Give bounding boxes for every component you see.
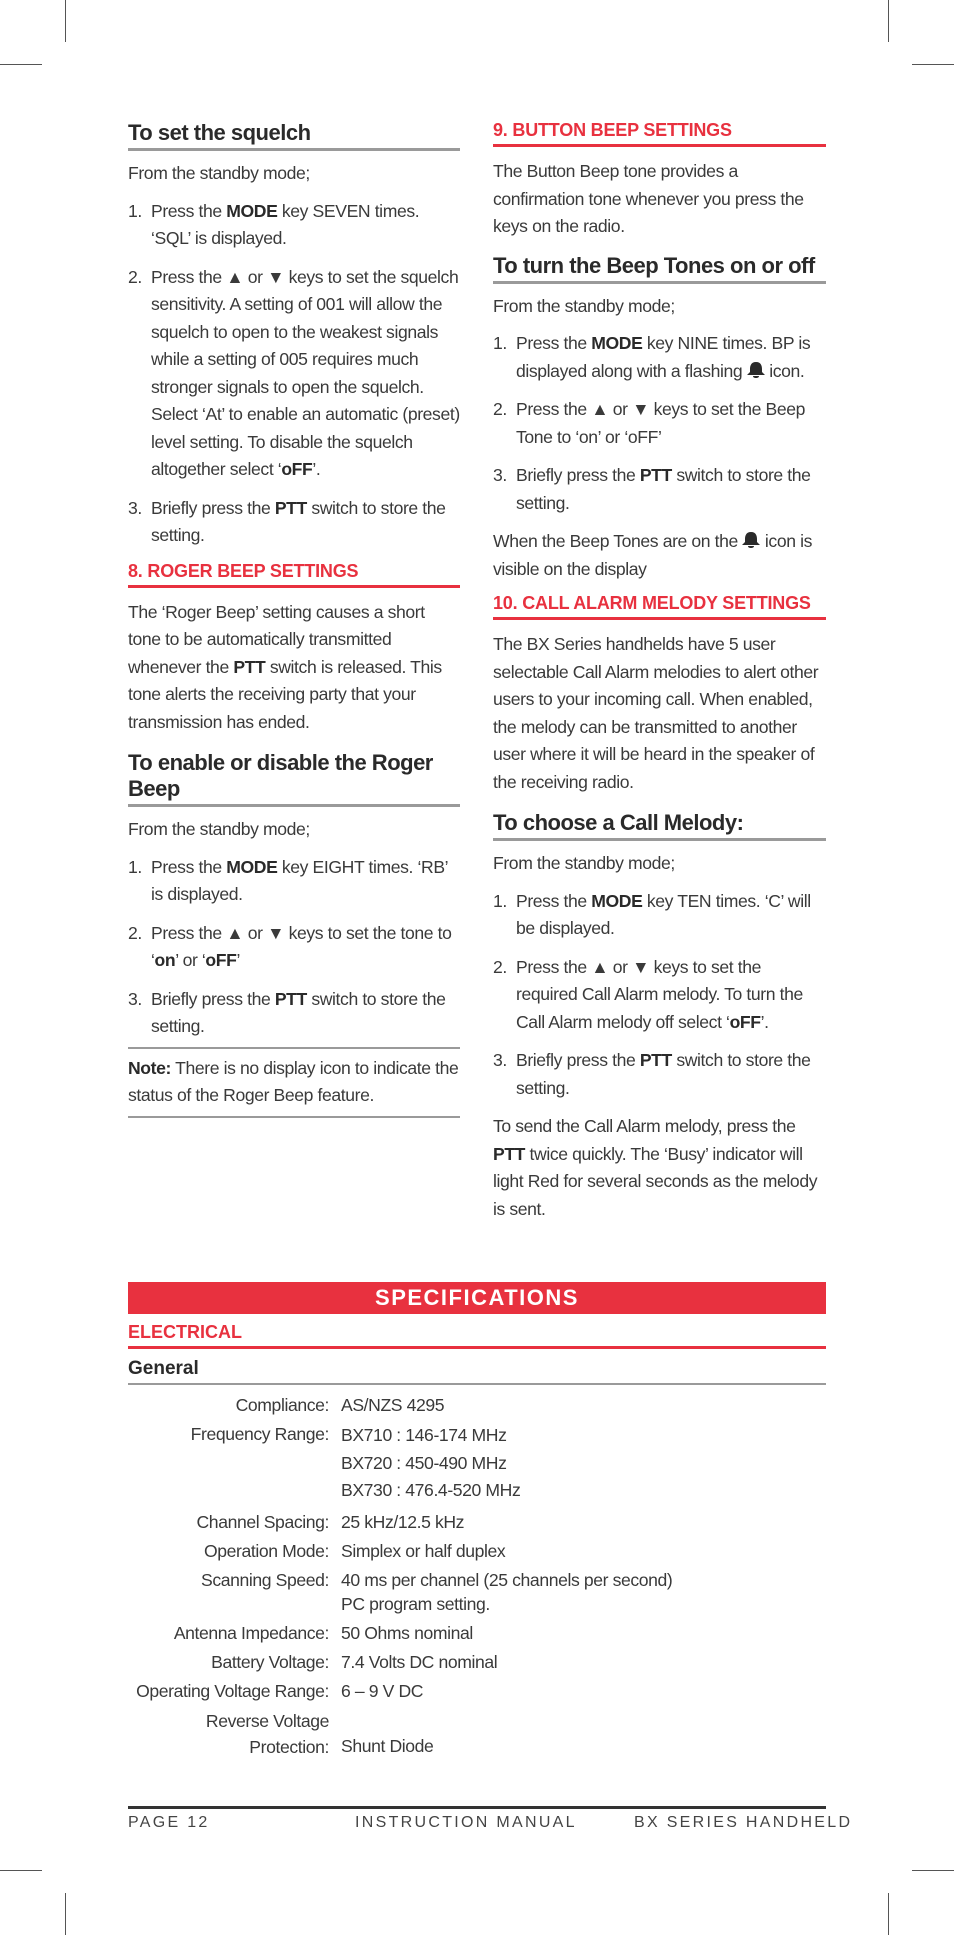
squelch-step-1 <box>128 198 460 253</box>
up-arrow-icon: ▲ <box>591 399 609 419</box>
step-text: keys to set the required Call Alarm melody. To turn the Call Alarm melody off select ‘ <box>516 956 803 1032</box>
step-number: 1. <box>493 890 507 911</box>
spec-label-line: Antenna Impedance: <box>173 1622 329 1643</box>
step-text: switch to store the setting. <box>151 988 446 1036</box>
spec-value: 50 Ohms nominal <box>341 1622 473 1643</box>
ptt-label: PTT <box>274 497 307 518</box>
mode-key-label: MODE <box>226 856 278 877</box>
spec-value: 40 ms per channel (25 channels per second) <box>341 1569 673 1590</box>
spec-values <box>341 1650 826 1674</box>
note-text: There is no display icon to indicate the status of the Roger Beep feature. <box>128 1057 459 1105</box>
spec-label <box>128 1679 341 1703</box>
electrical-heading: ELECTRICAL <box>128 1322 826 1349</box>
footer-rule <box>128 1806 826 1809</box>
step-text: Briefly press the <box>151 497 275 518</box>
spec-row <box>128 1621 826 1645</box>
roger-beep-subheading: To enable or disable the Roger Beep <box>128 750 460 807</box>
step-text: ’ <box>236 950 240 970</box>
step-number: 3. <box>493 1050 507 1070</box>
spec-values <box>341 1708 826 1760</box>
spec-value: Simplex or half duplex <box>341 1540 506 1561</box>
ptt-label: PTT <box>233 656 266 677</box>
spec-label-line: Operation Mode: <box>203 1540 329 1561</box>
roger-beep-heading: 8. ROGER BEEP SETTINGS <box>128 561 460 588</box>
step-text: Briefly press the <box>516 465 640 485</box>
step-number: 3. <box>493 465 507 485</box>
step-text: key EIGHT times. ‘RB’ is displayed. <box>151 856 448 904</box>
step-text: Briefly press the <box>516 1050 640 1070</box>
right-column <box>493 120 826 1233</box>
spec-value: 6 – 9 V DC <box>341 1680 424 1701</box>
step-text: switch to store the setting. <box>516 465 811 513</box>
step-text: key TEN times. ‘C’ will be displayed. <box>516 890 811 938</box>
desc-text: twice quickly. The ‘Busy’ indicator will light Red for several seconds as the melody is sent. <box>493 1143 818 1219</box>
general-subheading: General <box>128 1358 826 1385</box>
spec-label <box>128 1650 341 1674</box>
step-text: or <box>608 956 633 977</box>
spec-label <box>128 1393 341 1417</box>
step-number: 1. <box>128 856 142 877</box>
step-text: Press the <box>516 333 592 353</box>
ptt-label: PTT <box>493 1143 526 1164</box>
crop-mark <box>65 0 66 42</box>
spec-value: BX730 : 476.4-520 MHz <box>341 1480 521 1500</box>
step-text: Press the <box>516 399 592 419</box>
spec-values <box>341 1510 826 1534</box>
desc-text: When the Beep Tones are on the <box>493 531 743 551</box>
button-beep-description: The Button Beep tone provides a confirmation tone whenever you press the keys on the radio. <box>493 161 804 236</box>
up-arrow-icon: ▲ <box>591 956 609 977</box>
desc-text: switch is released. This tone alerts the receiving party that your transmission has ended. <box>128 656 442 732</box>
spec-value: PC program setting. <box>341 1593 490 1614</box>
step-text: ’. <box>312 459 321 479</box>
spec-row <box>128 1679 826 1703</box>
spec-label-line: Compliance: <box>235 1395 329 1415</box>
spec-label <box>128 1422 341 1505</box>
spec-label <box>128 1510 341 1534</box>
off-setting-label: oFF <box>281 459 313 479</box>
crop-mark <box>65 1893 66 1935</box>
step-text: switch to store the setting. <box>516 1050 811 1098</box>
footer-product-name: BX SERIES HANDHELD <box>634 1814 853 1831</box>
down-arrow-icon: ▼ <box>632 399 650 419</box>
spec-value: 7.4 Volts DC nominal <box>341 1651 498 1672</box>
roger-step-1 <box>128 854 460 909</box>
spec-row <box>128 1650 826 1674</box>
mode-key-label: MODE <box>591 333 643 353</box>
step-text: keys to set the squelch sensitivity. A setting of 001 will allow the squelch to open to the weakest signals while a setting of 005 requires much stronger signals to open the squelch. Select ‘At’ to enable an automatic (preset) level setting. To disable the squelch altogether select ‘ <box>151 266 460 479</box>
melody-step-1 <box>493 888 826 943</box>
send-melody-note <box>493 1113 826 1223</box>
step-text: Press the <box>516 956 592 977</box>
spec-values <box>341 1621 826 1645</box>
down-arrow-icon: ▼ <box>267 266 285 287</box>
spec-value: AS/NZS 4295 <box>341 1395 445 1415</box>
step-text: Briefly press the <box>151 988 275 1009</box>
mode-key-label: MODE <box>591 890 643 911</box>
beep-step-2 <box>493 396 826 451</box>
spec-label-line: Scanning Speed: <box>200 1569 329 1590</box>
squelch-heading: To set the squelch <box>128 120 460 151</box>
beep-intro: From the standby mode; <box>493 295 675 316</box>
call-alarm-description: The BX Series handhelds have 5 user selectable Call Alarm melodies to alert other users to your incoming call. When enabled, the melody can be transmitted to another user where it will be heard in the speaker of the receiving radio. <box>493 634 819 792</box>
spec-values <box>341 1568 826 1616</box>
spec-row <box>128 1510 826 1534</box>
step-text: Press the <box>151 856 227 877</box>
beep-step-1 <box>493 330 826 385</box>
up-arrow-icon: ▲ <box>226 922 244 943</box>
spec-values <box>341 1422 826 1505</box>
crop-mark <box>888 0 889 42</box>
down-arrow-icon: ▼ <box>632 956 650 977</box>
crop-mark <box>888 1893 889 1935</box>
spec-label-line: Reverse Voltage <box>205 1710 329 1731</box>
spec-value: BX710 : 146-174 MHz <box>341 1425 507 1445</box>
ptt-label: PTT <box>639 1050 672 1070</box>
bell-icon <box>742 532 760 548</box>
step-number: 2. <box>128 266 142 287</box>
spec-label-line: Channel Spacing: <box>196 1511 329 1532</box>
step-text: Press the <box>151 922 227 943</box>
spec-label-line: Operating Voltage Range: <box>136 1680 329 1701</box>
step-text: switch to store the setting. <box>151 497 446 545</box>
up-arrow-icon: ▲ <box>226 266 244 287</box>
roger-step-2 <box>128 920 460 975</box>
off-setting-label: oFF <box>205 950 237 970</box>
beep-tones-subheading: To turn the Beep Tones on or off <box>493 253 826 284</box>
spec-row <box>128 1393 826 1417</box>
melody-step-2 <box>493 954 826 1037</box>
spec-value: Shunt Diode <box>341 1735 434 1756</box>
spec-label <box>128 1539 341 1563</box>
spec-values <box>341 1539 826 1563</box>
off-setting-label: oFF <box>729 1011 761 1032</box>
step-text: icon. <box>764 360 805 381</box>
on-setting-label: on <box>154 950 176 970</box>
spec-label-line: Battery Voltage: <box>211 1651 329 1672</box>
squelch-intro: From the standby mode; <box>128 163 310 183</box>
spec-row <box>128 1708 826 1760</box>
call-melody-subheading: To choose a Call Melody: <box>493 810 826 841</box>
down-arrow-icon: ▼ <box>267 922 285 943</box>
step-number: 2. <box>493 399 507 419</box>
spec-label <box>128 1621 341 1645</box>
step-text: key NINE times. BP is displayed along with a flashing <box>516 333 811 381</box>
spec-label-line: Frequency Range: <box>190 1424 329 1444</box>
step-text: or <box>243 922 268 943</box>
step-text: ’. <box>760 1011 769 1032</box>
note-label: Note: <box>128 1057 171 1078</box>
spec-row <box>128 1568 826 1616</box>
button-beep-heading: 9. BUTTON BEEP SETTINGS <box>493 120 826 147</box>
roger-beep-description <box>128 599 460 737</box>
step-text: Press the <box>516 890 592 911</box>
roger-intro: From the standby mode; <box>128 819 310 839</box>
spec-row <box>128 1539 826 1563</box>
desc-text: The ‘Roger Beep’ setting causes a short tone to be automatically transmitted whenever the <box>128 601 425 677</box>
melody-intro: From the standby mode; <box>493 853 675 873</box>
call-alarm-heading: 10. CALL ALARM MELODY SETTINGS <box>493 593 826 620</box>
spec-row <box>128 1422 826 1505</box>
specifications-banner: SPECIFICATIONS <box>128 1282 826 1314</box>
squelch-step-3 <box>128 495 460 550</box>
melody-step-3 <box>493 1047 826 1102</box>
step-text: Press the <box>151 200 227 221</box>
bell-icon <box>747 362 765 378</box>
step-text: keys to set the tone to ‘ <box>151 922 452 970</box>
ptt-label: PTT <box>639 465 672 485</box>
spec-values <box>341 1679 826 1703</box>
ptt-label: PTT <box>274 988 307 1009</box>
beep-step-3 <box>493 462 826 517</box>
crop-mark <box>0 64 42 65</box>
step-number: 3. <box>128 988 142 1009</box>
desc-text: To send the Call Alarm melody, press the <box>493 1116 796 1136</box>
spec-label-line: Protection: <box>249 1736 329 1757</box>
squelch-step-2 <box>128 264 460 484</box>
beep-status-note <box>493 528 826 583</box>
step-number: 2. <box>128 922 142 943</box>
step-text: keys to set the Beep Tone to ‘on’ or ‘oFF’ <box>516 399 805 447</box>
note-box <box>128 1047 460 1118</box>
step-text: ’ or ‘ <box>175 950 206 970</box>
spec-value: 25 kHz/12.5 kHz <box>341 1511 465 1532</box>
step-text: key SEVEN times. ‘SQL’ is displayed. <box>151 200 420 248</box>
step-number: 2. <box>493 956 507 977</box>
mode-key-label: MODE <box>226 200 278 221</box>
roger-step-3 <box>128 986 460 1041</box>
step-text: Press the <box>151 266 227 287</box>
desc-text: icon is visible on the display <box>493 531 812 579</box>
spec-value: BX720 : 450-490 MHz <box>341 1452 507 1473</box>
crop-mark <box>912 64 954 65</box>
crop-mark <box>912 1870 954 1871</box>
step-text: or <box>608 399 633 419</box>
step-number: 1. <box>128 200 142 221</box>
step-number: 1. <box>493 333 507 353</box>
footer-manual-title: INSTRUCTION MANUAL <box>355 1814 577 1831</box>
left-column <box>128 120 460 1118</box>
crop-mark <box>0 1870 42 1871</box>
step-text: or <box>243 266 268 287</box>
spec-label <box>128 1708 341 1760</box>
footer-page-number: PAGE 12 <box>128 1814 210 1831</box>
spec-table <box>128 1393 826 1765</box>
spec-values <box>341 1393 826 1417</box>
spec-label <box>128 1568 341 1616</box>
step-number: 3. <box>128 497 142 518</box>
